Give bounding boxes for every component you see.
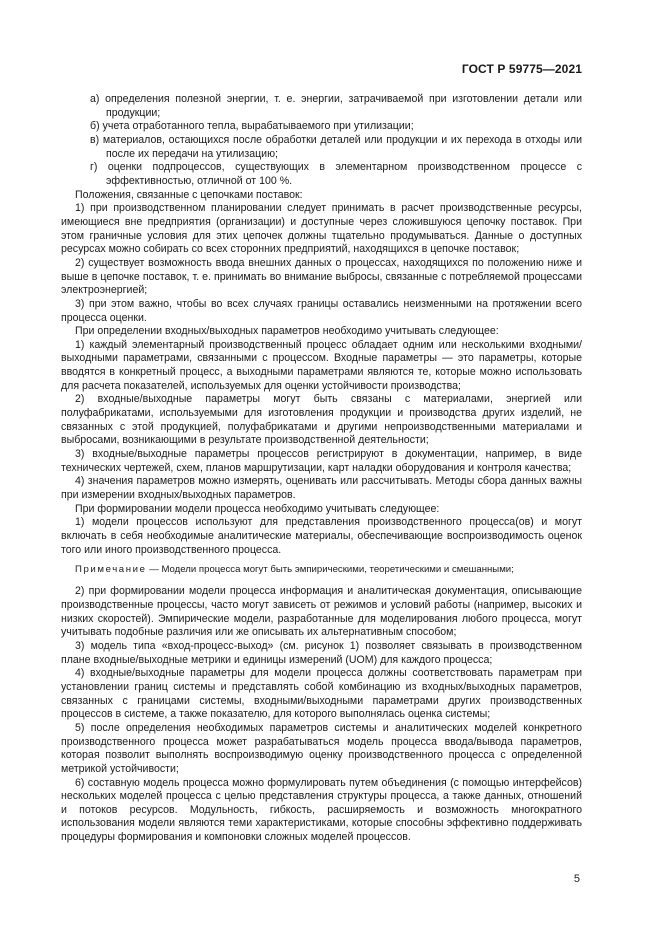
io-params-item-2: 2) входные/выходные параметры могут быть связаны с материалами, энергией или полуфабрикатами, используемыми для изготовления продукции и производства других изделий, не связанных с этой продукцией, полуфабрикатами и другими непроизводственными материалами и выбросами, возникающими в результате производственной деятельности; (61, 393, 582, 447)
io-params-item-1: 1) каждый элементарный производственный процесс обладает одним или несколькими входными/выходными параметрами, связанными с процессом. Входные параметры — это параметры, которые вводятся в конкретный процесс, а выходными параметрами являются те, которые можно использовать для расчета показателей, используемых для оценки устойчивости производства; (61, 338, 582, 392)
process-model-item-5: 5) после определения необходимых параметров системы и аналитических моделей конкретного производственного процесса может разрабатываться модель процесса ввода/вывода параметров, которая позволит выполнять воспроизводимую оценку производственного процесса с определенной метрикой устойчивости; (61, 721, 582, 775)
note (61, 563, 582, 576)
section-intro-process-model: При формировании модели процесса необходимо учитывать следующее: (75, 502, 440, 515)
note-text: — Модели процесса могут быть эмпирическими, теоретическими и смешанными; (146, 564, 514, 576)
io-params-item-3: 3) входные/выходные параметры процессов регистрируют в документации, например, в виде технических чертежей, схем, планов маршрутизации, карт наладки оборудования и контроля качества; (61, 448, 582, 474)
section-intro-supply-chain: Положения, связанные с цепочками поставок: (75, 188, 303, 201)
document-id: ГОСТ Р 59775—2021 (461, 62, 582, 76)
list-item-a: а) определения полезной энергии, т. е. энергии, затрачиваемой при изготовлении детали или продукции; (90, 93, 582, 119)
list-item-d: г) оценки подпроцессов, существующих в элементарном производственном процессе с эффективностью, отличной от 100 %. (90, 161, 582, 187)
page-number: 5 (573, 873, 580, 885)
list-item-b: б) учета отработанного тепла, вырабатываемого при утилизации; (90, 120, 414, 133)
page-body (61, 93, 582, 845)
process-model-item-2: 2) при формировании модели процесса информация и аналитическая документация, описывающие производственные процессы, часто могут зависеть от режимов и условий работы (например, высоких и низких скоростей). Эмпирические модели, разработанные для моделирования любого процесса, могут учитывать подобные различия или же описывать их альтернативным способом; (61, 585, 582, 639)
supply-chain-item-1: 1) при производственном планировании следует принимать в расчет производственные ресурсы, имеющиеся вне предприятия (организации) и доступные через сложившуюся цепочку поставок. При этом граничные условия для этих цепочек должны тщательно продумываться. Данные о доступных ресурсах можно собирать со всех сторонних предприятий, находящихся в цепочке поставок; (61, 202, 582, 256)
list-item-c: в) материалов, остающихся после обработки деталей или продукции и их перехода в отходы или после их передачи на утилизацию; (90, 133, 582, 160)
io-params-item-4: 4) значения параметров можно измерять, оценивать или рассчитывать. Методы сбора данных важны при измерении входных/выходных параметров. (61, 475, 582, 502)
supply-chain-item-3: 3) при этом важно, чтобы во всех случаях границы оставались неизменными на протяжении всего процесса оценки. (61, 297, 582, 324)
section-intro-io-params: При определении входных/выходных параметров необходимо учитывать следующее: (75, 325, 499, 338)
process-model-item-6: 6) составную модель процесса можно формулировать путем объединения (с помощью интерфейсов) нескольких моделей процесса с целью представления структуры процесса, а также данных, отношений и потоков ресурсов. Модульность, гибкость, расширяемость и возможность многократного использования модели являются теми характеристиками, которые способны эффективно поддерживать процедуры формирования и компоновки сложных моделей процессов. (61, 776, 582, 844)
note-label: Примечание (75, 564, 147, 576)
process-model-item-4: 4) входные/выходные параметры для модели процесса должны соответствовать параметрам при установлении границ системы и представлять собой комбинацию из входных/выходных параметров, связанных с границами системы, входными/выходными параметрами других производственных процессов в системе, а также показателю, для которого выполнялась оценка системы; (61, 667, 582, 721)
process-model-item-1: 1) модели процессов используют для представления производственного процесса(ов) и могут включать в себя необходимые аналитические материалы, обеспечивающие воспроизводимость оценок того или иного производственного процесса. (61, 516, 582, 556)
supply-chain-item-2: 2) существует возможность ввода внешних данных о процессах, находящихся по положению ниже и выше в цепочке поставок, т. е. принимать во внимание выбросы, связанные с потребляемой процессами электроэнергией; (61, 256, 582, 297)
process-model-item-3: 3) модель типа «вход-процесс-выход» (см. рисунок 1) позволяет связывать в производственном плане входные/выходные метрики и единицы измерений (UOM) для каждого процесса; (61, 639, 582, 666)
